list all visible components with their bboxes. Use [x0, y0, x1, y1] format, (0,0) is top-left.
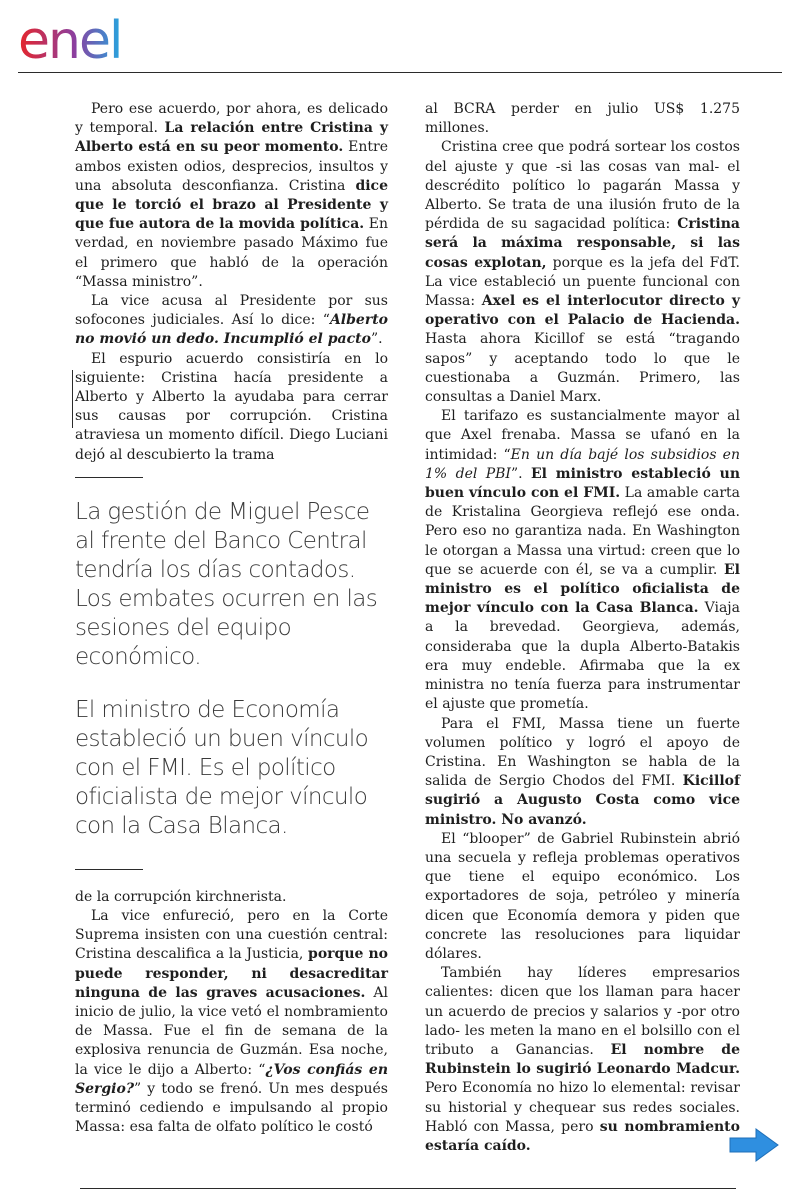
- paragraph: El espurio acuerdo consistiría en lo siguiente: Cristina hacía presidente a Alberto y Alberto la ayudaba para cerrar sus causas por corrupción. Cristina atraviesa un momento difícil. Diego Luciani dejó al descubierto la trama: [75, 350, 388, 463]
- column-marker: [72, 370, 73, 428]
- paragraph: La vice acusa al Presidente por sus sofocones judiciales. Así lo dice: “Alberto no movió un dedo. Incumplió el pacto”.: [75, 293, 388, 348]
- paragraph: El tarifazo es sustancialmente mayor al que Axel frenaba. Massa se ufanó en la intimidad: “En un día bajé los subsidios en 1% del PBI”. El ministro estableció un buen vínculo con el FMI. La amable carta de Kristalina Georgieva reflejó ese onda. Pero eso no garantiza nada. En Washington le otorgan a Massa una virtud: creen que lo que se acuerde con él, se va a cumplir. El ministro es el político oficialista de mejor vínculo con la Casa Blanca. Viaja a la brevedad. Georgieva, además, consideraba que la dupla Alberto-Batakis era muy endeble. Afirmaba que la ex ministra no tenía fuerza para instrumentar el ajuste que prometía.: [425, 408, 741, 713]
- enel-logo: [16, 10, 176, 68]
- pullquote-rule: [75, 869, 143, 870]
- paragraph: al BCRA perder en julio US$ 1.275 millones.: [425, 101, 740, 137]
- article-column-left: [75, 100, 388, 1138]
- pullquote: La gestión de Miguel Pesce al frente del Banco Central tendría los días contados. Los embates ocurren en las sesiones del equipo económico.: [75, 498, 378, 670]
- header-rule: [18, 72, 782, 73]
- article-column-right: [425, 100, 740, 1156]
- paragraph: de la corrupción kirchnerista.: [75, 888, 287, 905]
- enel-logo-wordmark: enel: [18, 11, 122, 68]
- paragraph: También hay líderes empresarios calientes: dicen que los llaman para hacer un acuerdo de precios y salarios y -por otro lado- les meten la mano en el bolsillo con el tributo a Ganancias. El nombre de Rubinstein lo sugirió Leonardo Madcur. Pero Economía no hizo lo elemental: revisar su historial y chequear sus redes sociales. Habló con Massa, pero su nombramiento estaría caído.: [425, 965, 740, 1154]
- paragraph: El “blooper” de Gabriel Rubinstein abrió una secuela y refleja problemas operativos que tiene el equipo económico. Los exportadores de soja, petróleo y minería dicen que Economía demora y piden que concrete las resoluciones para liquidar dólares.: [425, 830, 740, 962]
- footer-rule: [80, 1188, 736, 1189]
- paragraph: Para el FMI, Massa tiene un fuerte volumen político y logró el apoyo de Cristina. En Washington se habla de la salida de Sergio Chodos del FMI. Kicillof sugirió a Augusto Costa como vice ministro. No avanzó.: [425, 715, 740, 828]
- paragraph: Cristina cree que podrá sortear los costos del ajuste y que -si las cosas van mal- el descrédito político lo pagarán Massa y Alberto. Se trata de una ilusión fruto de la pérdida de su sagacidad política: Cristina será la máxima responsable, si las cosas explotan, porque es la jefa del FdT. La vice estableció un puente funcional con Massa: Axel es el interlocutor directo y operativo con el Palacio de Hacienda. Hasta ahora Kicillof se está “tragando sapos” y aceptando todo lo que le cuestionaba a Guzmán. Primero, las consultas a Daniel Marx.: [425, 139, 740, 406]
- paragraph: Pero ese acuerdo, por ahora, es delicado y temporal. La relación entre Cristina y Alberto está en su peor momento. Entre ambos existen odios, desprecios, insultos y una absoluta desconfianza. Cristina dice que le torció el brazo al Presidente y que fue autora de la movida política. En verdad, en noviembre pasado Máximo fue el primero que habló de la operación “Massa ministro”.: [75, 101, 388, 290]
- pullquote: El ministro de Economía estableció un buen vínculo con el FMI. Es el político oficialista de mejor vínculo con la Casa Blanca.: [75, 696, 369, 839]
- pullquote-rule: [75, 477, 143, 478]
- arrow-right-icon[interactable]: [728, 1127, 780, 1163]
- paragraph: La vice enfureció, pero en la Corte Suprema insisten con una cuestión central: Cristina descalifica a la Justicia, porque no puede responder, ni desacreditar ninguna de las graves acusaciones. Al inicio de julio, la vice vetó el nombramiento de Massa. Fue el fin de semana de la explosiva renuncia de Guzmán. Esa noche, la vice le dijo a Alberto: “¿Vos confiás en Sergio?” y todo se frenó. Un mes después terminó cediendo e impulsando al propio Massa: esa falta de olfato político le costó: [75, 908, 389, 1136]
